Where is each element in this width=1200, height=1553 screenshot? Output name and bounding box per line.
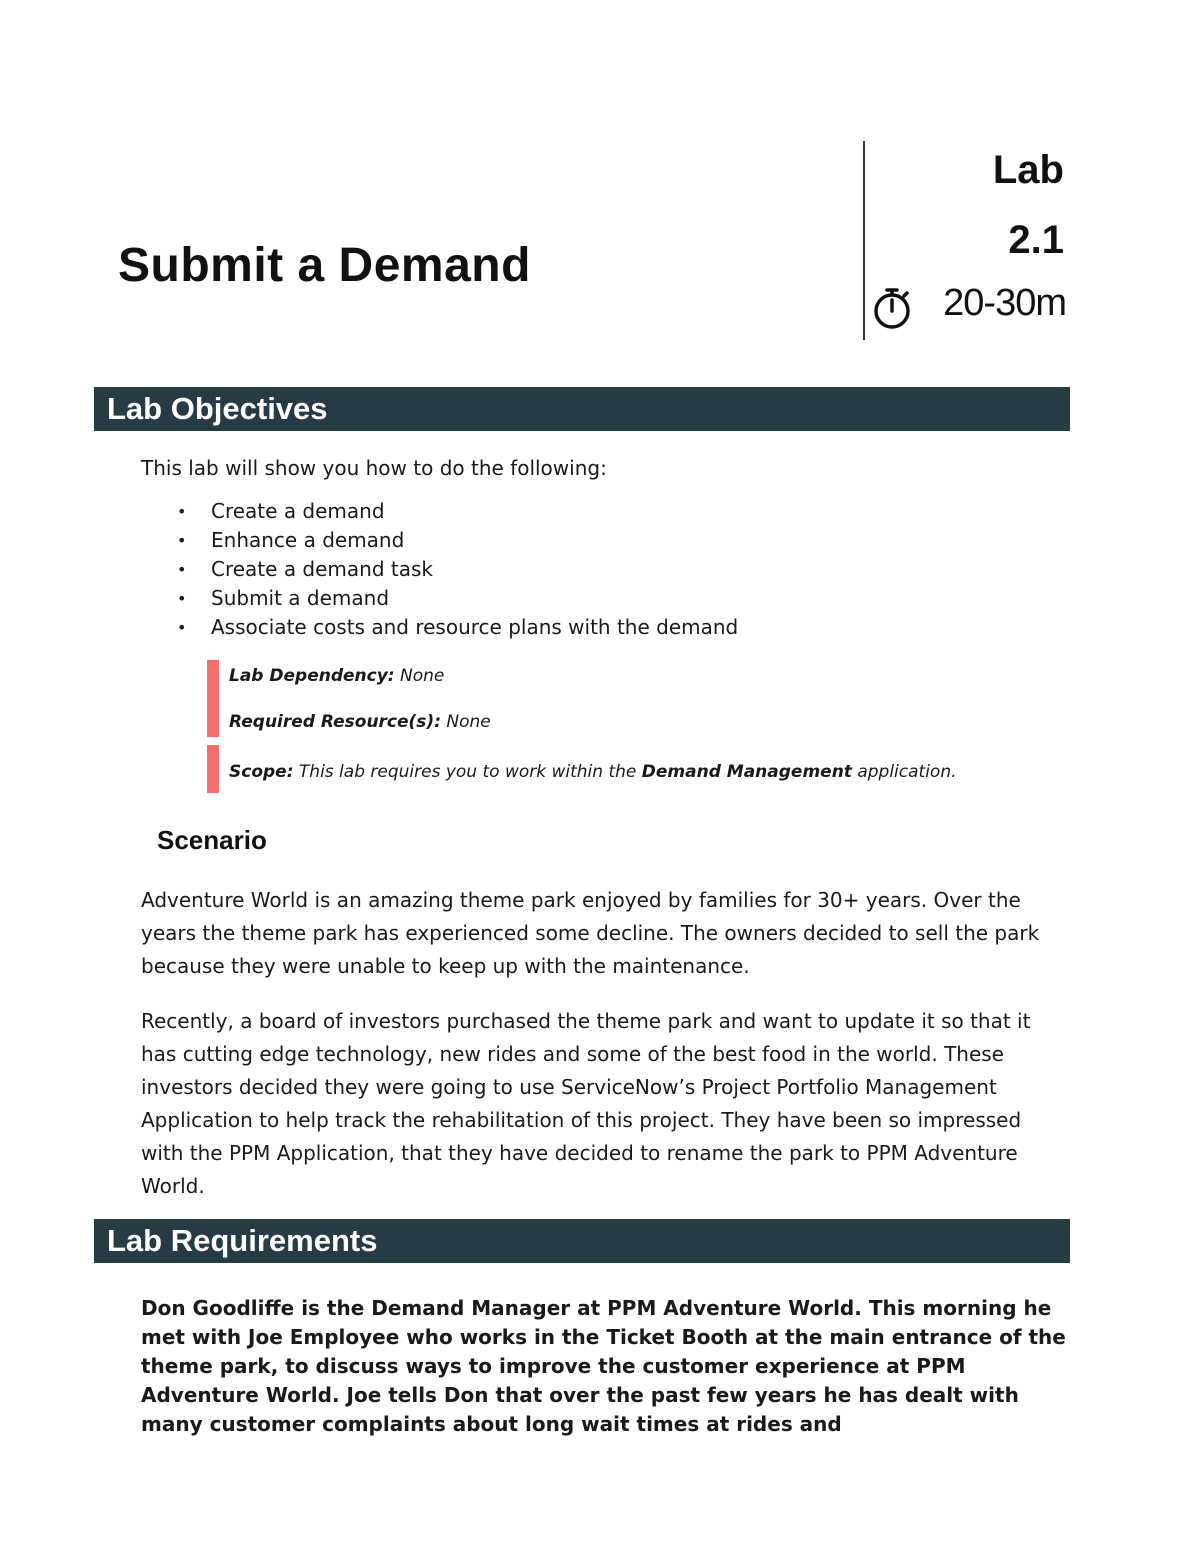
list-item: • Create a demand — [175, 497, 738, 526]
list-item: • Create a demand task — [175, 555, 738, 584]
list-item: • Submit a demand — [175, 584, 738, 613]
dependency-value: None — [400, 666, 445, 686]
dependency-label: Lab Dependency: — [229, 666, 395, 686]
resources-label: Required Resource(s): — [229, 712, 441, 732]
duration-text: 20-30m — [943, 282, 1066, 324]
lab-label: Lab — [992, 148, 1064, 192]
objectives-list — [175, 497, 738, 642]
requirements-heading: Lab Requirements — [107, 1223, 378, 1258]
objectives-intro: This lab will show you how to do the following: — [141, 456, 607, 480]
duration-row — [872, 280, 1066, 336]
note-accent-bar — [207, 745, 219, 793]
stopwatch-icon — [872, 286, 914, 330]
scope-text-before: This lab requires you to work within the — [298, 762, 637, 782]
lab-number: 2.1 — [1008, 218, 1064, 262]
scenario-paragraph-1: Adventure World is an amazing theme park enjoyed by families for 30+ years. Over the years the theme park has experienced some decline. The owners decided to sell the park because they were unable to keep up with the maintenance. — [141, 888, 1040, 978]
required-resources-note — [229, 712, 491, 732]
scope-label: Scope: — [229, 762, 294, 782]
lab-dependency-note — [229, 666, 444, 686]
resources-value: None — [446, 712, 491, 732]
list-item: • Associate costs and resource plans with the demand — [175, 613, 738, 642]
requirements-section-bar — [94, 1219, 1070, 1263]
requirements-paragraph: Don Goodliffe is the Demand Manager at PPM Adventure World. This morning he met with Joe Employee who works in the Ticket Booth at the main entrance of the theme park, to discuss ways to improve the customer experience at PPM Adventure World. Joe tells Don that over the past few years he has dealt with many customer complaints about long wait times at rides and — [141, 1296, 1066, 1436]
list-item: • Enhance a demand — [175, 526, 738, 555]
scenario-heading: Scenario — [157, 825, 267, 855]
scenario-paragraph-2: Recently, a board of investors purchased the theme park and want to update it so that it has cutting edge technology, new rides and some of the best food in the world. These investors decided they were going to use ServiceNow’s Project Portfolio Management Application to help track the rehabilitation of this project. They have been so impressed with the PPM Application, that they have decided to rename the park to PPM Adventure World. — [141, 1009, 1031, 1198]
objectives-heading: Lab Objectives — [107, 391, 328, 426]
objectives-section-bar — [94, 387, 1070, 431]
note-accent-bar — [207, 660, 219, 737]
scope-app-name: Demand Management — [641, 762, 852, 782]
header-divider — [863, 141, 865, 340]
scope-text-after: application. — [857, 762, 957, 782]
page-title: Submit a Demand — [118, 239, 531, 292]
scope-note — [229, 762, 957, 782]
